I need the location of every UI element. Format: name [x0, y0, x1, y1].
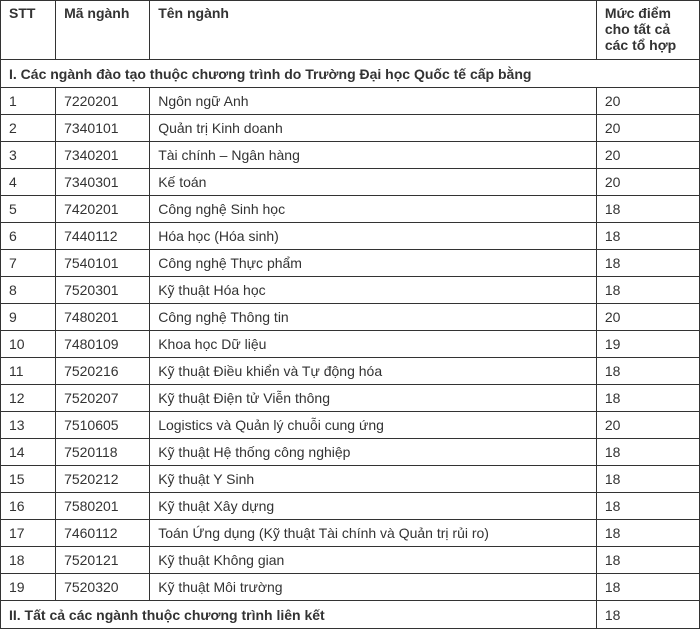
cell-ten-nganh: Hóa học (Hóa sinh)	[150, 223, 597, 250]
table-row	[1, 223, 700, 250]
cell-stt: 1	[1, 88, 56, 115]
cell-stt: 4	[1, 169, 56, 196]
cell-muc-diem: 20	[596, 115, 699, 142]
cell-muc-diem: 18	[596, 520, 699, 547]
cell-muc-diem: 18	[596, 277, 699, 304]
cell-muc-diem: 18	[596, 385, 699, 412]
cell-muc-diem: 18	[596, 250, 699, 277]
header-muc-diem: Mức điểm cho tất cả các tổ hợp	[596, 1, 699, 60]
table-row	[1, 493, 700, 520]
table-row	[1, 196, 700, 223]
table-row	[1, 250, 700, 277]
cell-muc-diem: 20	[596, 88, 699, 115]
cell-muc-diem: 20	[596, 304, 699, 331]
table-row	[1, 169, 700, 196]
table-row	[1, 115, 700, 142]
table-row	[1, 385, 700, 412]
header-row	[1, 1, 700, 60]
cell-stt: 11	[1, 358, 56, 385]
section-title-1: I. Các ngành đào tạo thuộc chương trình do Trường Đại học Quốc tế cấp bằng	[1, 60, 700, 88]
cell-ten-nganh: Tài chính – Ngân hàng	[150, 142, 597, 169]
cell-stt: 15	[1, 466, 56, 493]
table-row	[1, 358, 700, 385]
table-row	[1, 547, 700, 574]
cell-stt: 6	[1, 223, 56, 250]
cell-ma-nganh: 7220201	[56, 88, 150, 115]
cell-ma-nganh: 7510605	[56, 412, 150, 439]
cell-ma-nganh: 7480201	[56, 304, 150, 331]
cell-stt: 9	[1, 304, 56, 331]
cell-muc-diem: 20	[596, 169, 699, 196]
cell-stt: 12	[1, 385, 56, 412]
cell-stt: 17	[1, 520, 56, 547]
cell-ma-nganh: 7420201	[56, 196, 150, 223]
header-ma-nganh: Mã ngành	[56, 1, 150, 60]
cell-ma-nganh: 7580201	[56, 493, 150, 520]
cell-muc-diem: 18	[596, 223, 699, 250]
cell-stt: 10	[1, 331, 56, 358]
cell-ten-nganh: Kỹ thuật Hóa học	[150, 277, 597, 304]
cell-ten-nganh: Khoa học Dữ liệu	[150, 331, 597, 358]
cell-ten-nganh: Kỹ thuật Điều khiển và Tự động hóa	[150, 358, 597, 385]
cell-ten-nganh: Kỹ thuật Hệ thống công nghiệp	[150, 439, 597, 466]
cell-muc-diem: 20	[596, 142, 699, 169]
table-row	[1, 466, 700, 493]
table-row	[1, 331, 700, 358]
cell-ma-nganh: 7520320	[56, 574, 150, 601]
table-row	[1, 439, 700, 466]
cell-ma-nganh: 7520207	[56, 385, 150, 412]
cell-muc-diem: 18	[596, 439, 699, 466]
cell-ma-nganh: 7520212	[56, 466, 150, 493]
cell-stt: 3	[1, 142, 56, 169]
cell-ten-nganh: Công nghệ Thực phẩm	[150, 250, 597, 277]
cell-muc-diem: 20	[596, 412, 699, 439]
cell-muc-diem: 18	[596, 196, 699, 223]
cell-ten-nganh: Công nghệ Sinh học	[150, 196, 597, 223]
cell-ten-nganh: Kỹ thuật Không gian	[150, 547, 597, 574]
cell-ma-nganh: 7520301	[56, 277, 150, 304]
cell-ma-nganh: 7340101	[56, 115, 150, 142]
cell-ma-nganh: 7520121	[56, 547, 150, 574]
cell-ten-nganh: Quản trị Kinh doanh	[150, 115, 597, 142]
cell-stt: 8	[1, 277, 56, 304]
cell-ma-nganh: 7540101	[56, 250, 150, 277]
cell-stt: 16	[1, 493, 56, 520]
cell-stt: 5	[1, 196, 56, 223]
cell-muc-diem: 18	[596, 466, 699, 493]
cell-ten-nganh: Công nghệ Thông tin	[150, 304, 597, 331]
cell-stt: 14	[1, 439, 56, 466]
cell-muc-diem: 18	[596, 601, 699, 629]
cell-stt: 19	[1, 574, 56, 601]
cell-muc-diem: 18	[596, 547, 699, 574]
cell-ten-nganh: Kỹ thuật Điện tử Viễn thông	[150, 385, 597, 412]
cell-ma-nganh: 7440112	[56, 223, 150, 250]
cell-ten-nganh: Kỹ thuật Y Sinh	[150, 466, 597, 493]
cell-ten-nganh: Kỹ thuật Môi trường	[150, 574, 597, 601]
header-stt: STT	[1, 1, 56, 60]
section-row-1	[1, 60, 700, 88]
cell-ten-nganh: Logistics và Quản lý chuỗi cung ứng	[150, 412, 597, 439]
cell-ma-nganh: 7480109	[56, 331, 150, 358]
cell-stt: 13	[1, 412, 56, 439]
table-row	[1, 142, 700, 169]
cell-ten-nganh: Ngôn ngữ Anh	[150, 88, 597, 115]
cell-ten-nganh: Toán Ứng dụng (Kỹ thuật Tài chính và Quản trị rủi ro)	[150, 520, 597, 547]
cell-stt: 18	[1, 547, 56, 574]
header-ten-nganh: Tên ngành	[150, 1, 597, 60]
cell-ma-nganh: 7520216	[56, 358, 150, 385]
cell-ma-nganh: 7340301	[56, 169, 150, 196]
section-row-2	[1, 601, 700, 629]
section-title-2: II. Tất cả các ngành thuộc chương trình liên kết	[1, 601, 597, 629]
table-row	[1, 304, 700, 331]
cell-ten-nganh: Kế toán	[150, 169, 597, 196]
cell-muc-diem: 18	[596, 574, 699, 601]
cell-stt: 7	[1, 250, 56, 277]
table-row	[1, 277, 700, 304]
table-row	[1, 412, 700, 439]
cell-muc-diem: 18	[596, 493, 699, 520]
cell-ma-nganh: 7460112	[56, 520, 150, 547]
table-row	[1, 88, 700, 115]
cell-stt: 2	[1, 115, 56, 142]
table-row	[1, 574, 700, 601]
cell-muc-diem: 18	[596, 358, 699, 385]
cell-ten-nganh: Kỹ thuật Xây dựng	[150, 493, 597, 520]
cell-muc-diem: 19	[596, 331, 699, 358]
cell-ma-nganh: 7520118	[56, 439, 150, 466]
table-row	[1, 520, 700, 547]
cell-ma-nganh: 7340201	[56, 142, 150, 169]
